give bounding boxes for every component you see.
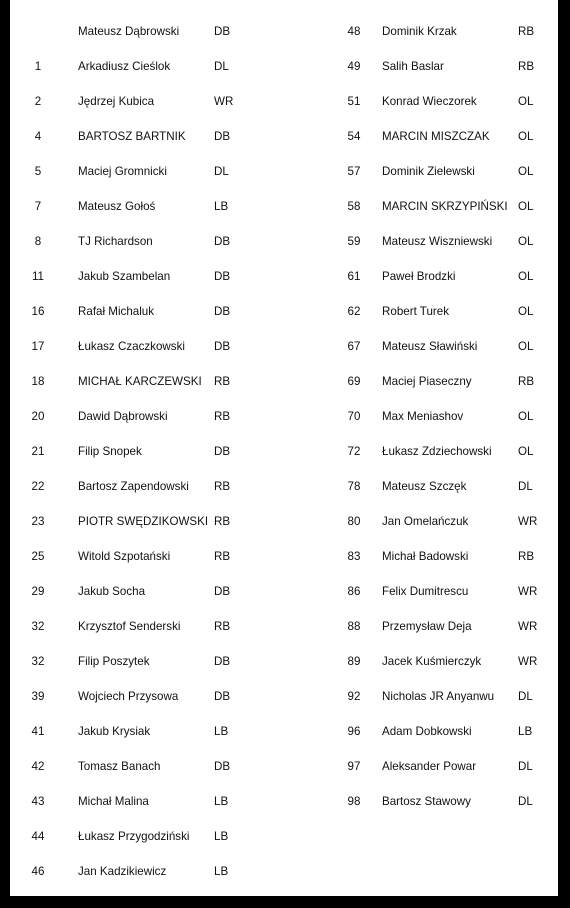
player-name: Michał Badowski: [382, 550, 469, 563]
player-number: 4: [34, 130, 42, 143]
player-name: Michał Malina: [78, 795, 149, 808]
player-name: Jakub Krysiak: [78, 725, 151, 738]
player-number: 17: [31, 340, 45, 353]
player-position: OL: [518, 165, 534, 178]
player-position: RB: [518, 60, 535, 73]
player-position: DB: [214, 305, 231, 318]
player-name: Dominik Zielewski: [382, 165, 475, 178]
player-number: 23: [31, 515, 45, 528]
player-number: 78: [347, 480, 361, 493]
player-number: 44: [31, 830, 45, 843]
player-name: Maciej Gromnicki: [78, 165, 167, 178]
player-number: 1: [34, 60, 42, 73]
player-name: TJ Richardson: [78, 235, 153, 248]
player-number: 86: [347, 585, 361, 598]
player-name: Konrad Wieczorek: [382, 95, 477, 108]
player-name: BARTOSZ BARTNIK: [78, 130, 186, 143]
player-position: RB: [214, 375, 231, 388]
player-name: Łukasz Przygodziński: [78, 830, 190, 843]
player-position: OL: [518, 305, 534, 318]
player-position: RB: [214, 620, 231, 633]
player-position: OL: [518, 95, 534, 108]
player-position: DL: [518, 760, 533, 773]
player-name: MARCIN SKRZYPIŃSKI: [382, 200, 508, 213]
player-name: Wojciech Przysowa: [78, 690, 179, 703]
player-number: 16: [31, 305, 45, 318]
player-name: Jakub Socha: [78, 585, 146, 598]
player-name: MICHAŁ KARCZEWSKI: [78, 375, 202, 388]
player-number: 89: [347, 655, 361, 668]
player-name: PIOTR SWĘDZIKOWSKI: [78, 515, 209, 528]
player-number: 96: [347, 725, 361, 738]
player-name: Jacek Kuśmierczyk: [382, 655, 482, 668]
player-name: Mateusz Gołoś: [78, 200, 156, 213]
player-name: Witold Szpotański: [78, 550, 171, 563]
player-name: Jędrzej Kubica: [78, 95, 155, 108]
player-position: RB: [518, 375, 535, 388]
player-name: Paweł Brodzki: [382, 270, 456, 283]
player-position: DL: [214, 60, 229, 73]
player-position: DL: [518, 795, 533, 808]
player-number: 62: [347, 305, 361, 318]
player-name: Jakub Szambelan: [78, 270, 171, 283]
player-position: RB: [214, 480, 231, 493]
player-position: DB: [214, 760, 231, 773]
player-position: RB: [214, 410, 231, 423]
player-number: 5: [34, 165, 42, 178]
player-number: 18: [31, 375, 45, 388]
player-number: 32: [31, 620, 45, 633]
player-number: 22: [31, 480, 45, 493]
player-name: Mateusz Sławiński: [382, 340, 478, 353]
player-name: Mateusz Dąbrowski: [78, 25, 180, 38]
player-position: DB: [214, 235, 231, 248]
player-name: Dawid Dąbrowski: [78, 410, 168, 423]
player-position: LB: [518, 725, 533, 738]
player-number: 46: [31, 865, 45, 878]
player-number: 83: [347, 550, 361, 563]
player-name: MARCIN MISZCZAK: [382, 130, 490, 143]
player-name: Bartosz Stawowy: [382, 795, 471, 808]
roster-document: [10, 0, 558, 896]
player-number: 25: [31, 550, 45, 563]
player-number: 39: [31, 690, 45, 703]
player-number: 7: [34, 200, 42, 213]
player-name: Dominik Krzak: [382, 25, 457, 38]
player-number: 43: [31, 795, 45, 808]
player-name: Felix Dumitrescu: [382, 585, 469, 598]
player-number: 92: [347, 690, 361, 703]
player-position: DB: [214, 25, 231, 38]
player-position: DB: [214, 445, 231, 458]
player-number: 8: [34, 235, 42, 248]
player-name: Rafał Michaluk: [78, 305, 155, 318]
player-name: Maciej Piaseczny: [382, 375, 472, 388]
player-position: RB: [214, 515, 231, 528]
player-name: Przemysław Deja: [382, 620, 472, 633]
player-position: DB: [214, 655, 231, 668]
player-position: WR: [518, 515, 538, 528]
player-position: OL: [518, 270, 534, 283]
player-number: 57: [347, 165, 361, 178]
player-position: DL: [518, 480, 533, 493]
player-name: Filip Poszytek: [78, 655, 150, 668]
player-position: OL: [518, 235, 534, 248]
player-position: OL: [518, 130, 534, 143]
player-number: 11: [31, 270, 45, 283]
player-name: Bartosz Zapendowski: [78, 480, 189, 493]
player-number: 29: [31, 585, 45, 598]
player-name: Max Meniashov: [382, 410, 464, 423]
player-position: WR: [518, 655, 538, 668]
player-number: 59: [347, 235, 361, 248]
player-number: 97: [347, 760, 361, 773]
player-position: DB: [214, 585, 231, 598]
player-number: 41: [31, 725, 45, 738]
player-position: DB: [214, 270, 231, 283]
player-position: DL: [214, 165, 229, 178]
player-position: RB: [518, 550, 535, 563]
player-name: Aleksander Powar: [382, 760, 477, 773]
player-number: 58: [347, 200, 361, 213]
player-number: 70: [347, 410, 361, 423]
player-name: Nicholas JR Anyanwu: [382, 690, 495, 703]
player-number: 80: [347, 515, 361, 528]
player-name: Mateusz Szczęk: [382, 480, 467, 493]
player-number: 72: [347, 445, 361, 458]
player-position: LB: [214, 830, 229, 843]
player-name: Salih Baslar: [382, 60, 444, 73]
player-position: OL: [518, 410, 534, 423]
player-position: LB: [214, 200, 229, 213]
player-position: DB: [214, 340, 231, 353]
player-position: OL: [518, 200, 534, 213]
player-name: Tomasz Banach: [78, 760, 161, 773]
player-position: RB: [518, 25, 535, 38]
player-number: 2: [34, 95, 42, 108]
player-name: Mateusz Wiszniewski: [382, 235, 493, 248]
player-number: 42: [31, 760, 45, 773]
player-number: 20: [31, 410, 45, 423]
player-number: 61: [347, 270, 361, 283]
player-name: Robert Turek: [382, 305, 450, 318]
player-name: Krzysztof Senderski: [78, 620, 181, 633]
player-number: 69: [347, 375, 361, 388]
player-position: LB: [214, 865, 229, 878]
player-position: OL: [518, 340, 534, 353]
player-number: 88: [347, 620, 361, 633]
player-name: Łukasz Czaczkowski: [78, 340, 185, 353]
player-position: DL: [518, 690, 533, 703]
player-number: 21: [31, 445, 45, 458]
player-number: 48: [347, 25, 361, 38]
player-number: 49: [347, 60, 361, 73]
player-position: DB: [214, 690, 231, 703]
player-number: 98: [347, 795, 361, 808]
player-position: OL: [518, 445, 534, 458]
player-position: LB: [214, 725, 229, 738]
player-name: Filip Snopek: [78, 445, 142, 458]
player-position: LB: [214, 795, 229, 808]
player-name: Jan Kadzikiewicz: [78, 865, 167, 878]
player-position: DB: [214, 130, 231, 143]
player-name: Adam Dobkowski: [382, 725, 472, 738]
player-number: 54: [347, 130, 361, 143]
player-name: Jan Omelańczuk: [382, 515, 469, 528]
player-number: 51: [347, 95, 361, 108]
player-position: WR: [518, 620, 538, 633]
player-position: WR: [214, 95, 234, 108]
player-name: Łukasz Zdziechowski: [382, 445, 492, 458]
player-number: 67: [347, 340, 361, 353]
player-number: 32: [31, 655, 45, 668]
player-position: RB: [214, 550, 231, 563]
player-position: WR: [518, 585, 538, 598]
player-name: Arkadiusz Cieślok: [78, 60, 171, 73]
